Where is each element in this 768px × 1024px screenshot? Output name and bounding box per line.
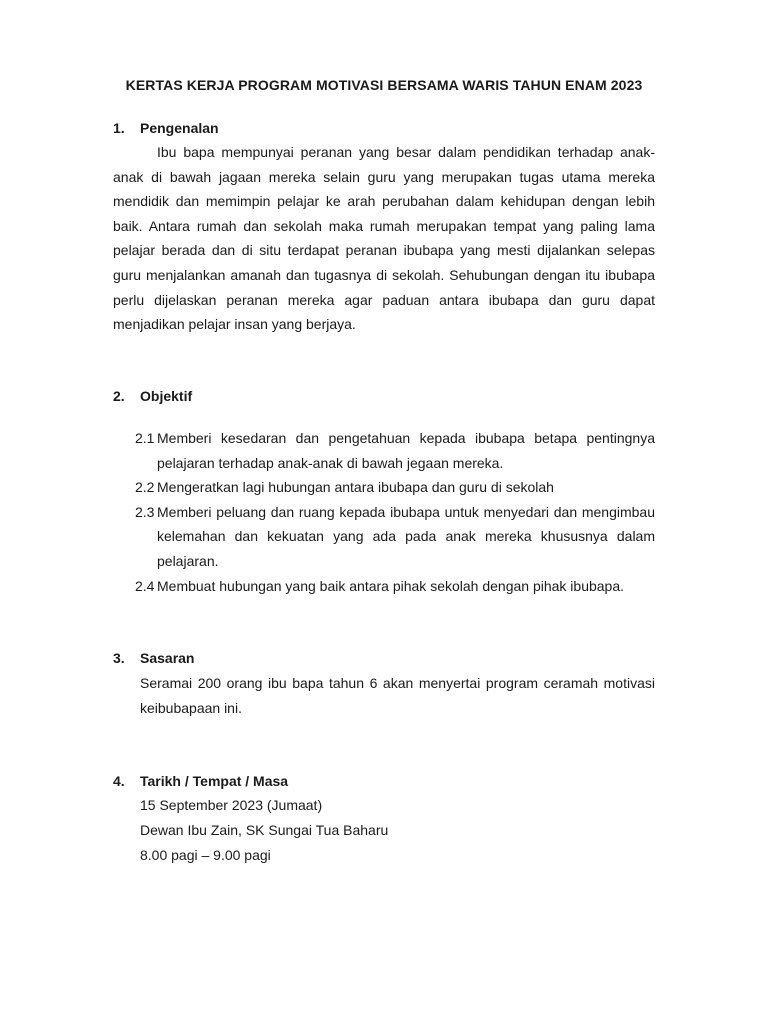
- pengenalan-paragraph: Ibu bapa mempunyai peranan yang besar dalam pendidikan terhadap anak-anak di bawah jagaan mereka selain guru yang merupakan tugas utama mereka mendidik dan memimpin pelajar ke arah perubahan dalam kehidupan dengan lebih baik. Antara rumah dan sekolah maka rumah merupakan tempat yang paling lama pelajar berada dan di situ terdapat peranan ibubapa yang mesti dijalankan selepas guru menjalankan amanah dan tugasnya di sekolah. Sehubungan dengan itu ibubapa perlu dijelaskan peranan mereka agar paduan antara ibubapa dan guru dapat menjadikan pelajar insan yang berjaya.: [113, 144, 655, 333]
- sasaran-paragraph: Seramai 200 orang ibu bapa tahun 6 akan menyertai program ceramah motivasi keibubapaan ini.: [140, 675, 655, 716]
- list-item-text: Membuat hubungan yang baik antara pihak sekolah dengan pihak ibubapa.: [157, 577, 625, 594]
- section-heading-objektif: [113, 386, 192, 406]
- section-heading-sasaran: [113, 648, 194, 668]
- section-title: Objektif: [140, 388, 193, 404]
- section-number: 3.: [113, 650, 125, 666]
- section-number: 2.: [113, 388, 125, 404]
- list-item-number: 2.3: [135, 503, 155, 520]
- list-item: [135, 475, 655, 500]
- list-item-number: 2.1: [135, 430, 155, 446]
- section-title: Tarikh / Tempat / Masa: [140, 773, 289, 789]
- list-item-text: Memberi kesedaran dan pengetahuan kepada ibubapa betapa pentingnya pelajaran terhadap anak-anak di bawah jegaan mereka.: [157, 430, 655, 471]
- list-item: [135, 574, 655, 599]
- event-date: 15 September 2023 (Jumaat): [140, 797, 323, 813]
- list-item: [135, 500, 655, 574]
- document-title: KERTAS KERJA PROGRAM MOTIVASI BERSAMA WARIS TAHUN ENAM 2023: [125, 77, 643, 93]
- event-venue: Dewan Ibu Zain, SK Sungai Tua Baharu: [140, 822, 389, 838]
- section-title: Pengenalan: [140, 120, 219, 136]
- list-item: [135, 426, 655, 475]
- section-number: 4.: [113, 773, 125, 789]
- section-heading-pengenalan: [113, 118, 219, 138]
- section-heading-tarikh-tempat-masa: [113, 771, 288, 791]
- list-item-text: Mengeratkan lagi hubungan antara ibubapa dan guru di sekolah: [157, 479, 554, 496]
- section-number: 1.: [113, 120, 125, 136]
- section-title: Sasaran: [140, 650, 195, 666]
- list-item-text: Memberi peluang dan ruang kepada ibubapa untuk menyedari dan mengimbau kelemahan dan kekuatan yang ada pada anak mereka khususnya dalam pelajaran.: [157, 503, 655, 569]
- event-time: 8.00 pagi – 9.00 pagi: [140, 847, 271, 863]
- objektif-list: [135, 426, 655, 598]
- list-item-number: 2.4: [135, 577, 155, 594]
- list-item-number: 2.2: [135, 479, 155, 496]
